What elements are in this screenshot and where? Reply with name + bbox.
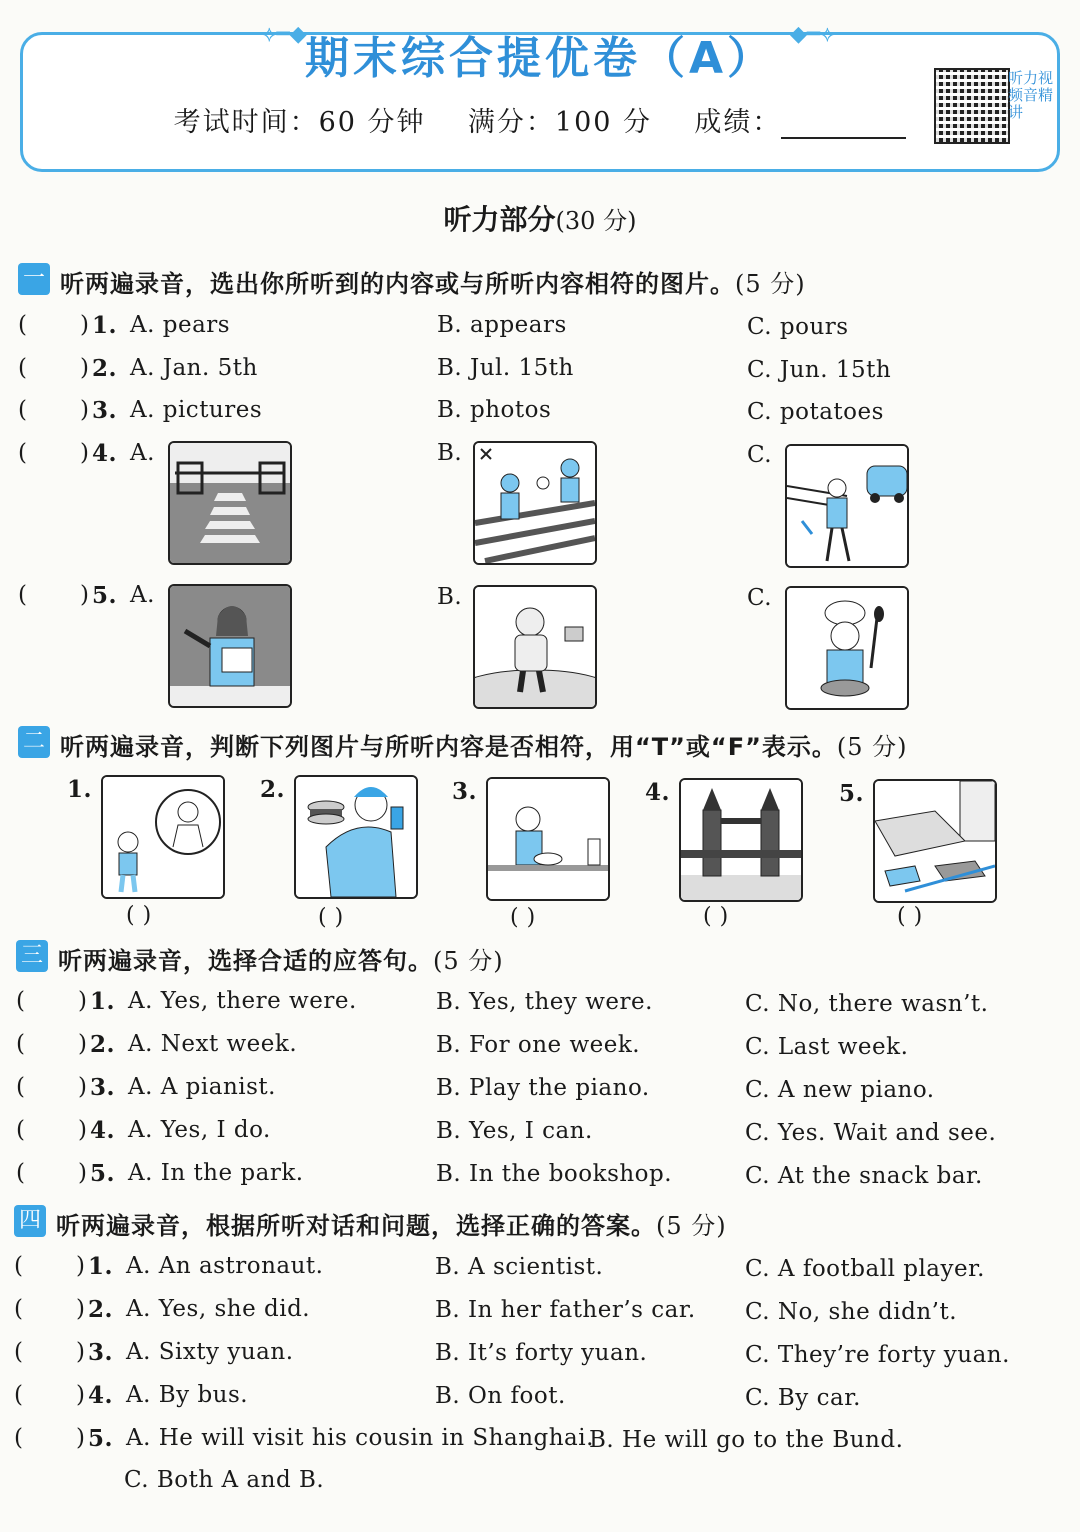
option-a: A. In the park. xyxy=(128,1160,304,1186)
question-instruction-4: 听两遍录音，根据所听对话和问题，选择正确的答案。(5 分) xyxy=(56,1212,727,1240)
kids-playing-football-picture[interactable] xyxy=(473,441,597,565)
option-a: A. xyxy=(130,440,155,466)
item-number: 4. xyxy=(92,440,118,467)
answer-paren[interactable]: ( xyxy=(16,1074,26,1100)
score-label: 成绩： xyxy=(694,107,782,138)
option-a: A. By bus. xyxy=(126,1382,249,1408)
option-c: C. Last week. xyxy=(745,1034,909,1060)
question-instruction-2: 听两遍录音，判断下列图片与所听内容是否相符，用“T”或“F”表示。(5 分) xyxy=(60,733,908,761)
option-b: B. A scientist. xyxy=(435,1254,604,1280)
answer-paren[interactable]: ( xyxy=(18,440,28,466)
answer-paren[interactable]: ( xyxy=(14,1253,24,1279)
item-number: 2. xyxy=(92,355,118,382)
girl-washing-dishes-picture[interactable] xyxy=(486,777,610,901)
full-score: 满分：100 分 xyxy=(467,107,653,138)
answer-paren[interactable]: ( xyxy=(18,582,28,608)
option-c: C. They’re forty yuan. xyxy=(745,1342,1010,1368)
option-c: C. xyxy=(747,442,773,468)
option-a: A. Next week. xyxy=(128,1031,298,1057)
option-c: C. A football player. xyxy=(745,1256,985,1282)
option-a: A. xyxy=(130,582,155,608)
item-number: 2. xyxy=(260,776,286,803)
question-badge-4: 四 xyxy=(14,1205,46,1237)
option-a: A. pears xyxy=(130,312,231,338)
option-c: C. A new piano. xyxy=(745,1077,935,1103)
answer-paren[interactable]: ( xyxy=(14,1382,24,1408)
answer-paren[interactable]: ( xyxy=(14,1339,24,1365)
sick-boy-doctor-picture[interactable] xyxy=(101,775,225,899)
cook-picture[interactable] xyxy=(785,586,909,710)
teacher-picture[interactable] xyxy=(168,584,292,708)
exam-info xyxy=(0,100,1080,139)
boy-crossing-road-picture[interactable] xyxy=(785,444,909,568)
qr-caption: 听力视频音精讲 xyxy=(1008,69,1054,121)
section-title: 听力部分(30 分) xyxy=(443,203,637,236)
decoration-left-icon: ⟡━◆ xyxy=(262,22,307,47)
question-instruction-1: 听两遍录音，选出你所听到的内容或与所听内容相符的图片。(5 分) xyxy=(60,270,806,298)
option-a: A. Yes, she did. xyxy=(126,1296,311,1322)
option-c: C. potatoes xyxy=(747,399,884,425)
answer-paren[interactable]: ( xyxy=(16,988,26,1014)
answer-paren[interactable]: ( xyxy=(18,355,28,381)
option-b: B. Jul. 15th xyxy=(437,355,574,381)
option-a: A. Yes, there were. xyxy=(128,988,357,1014)
option-c: C. pours xyxy=(747,314,849,340)
answer-paren[interactable]: ( xyxy=(18,397,28,423)
option-a: A. He will visit his cousin in Shanghai. xyxy=(126,1425,594,1451)
question-badge-3: 三 xyxy=(16,940,48,972)
option-b: B. He will go to the Bund. xyxy=(589,1427,904,1453)
answer-paren[interactable]: ( ) xyxy=(318,905,344,930)
option-b: B. appears xyxy=(437,312,567,338)
option-c: C. No, there wasn’t. xyxy=(745,991,989,1017)
answer-paren[interactable]: ( xyxy=(14,1425,24,1451)
option-c: C. At the snack bar. xyxy=(745,1163,983,1189)
option-b: B. For one week. xyxy=(436,1032,641,1058)
question-badge-2: 二 xyxy=(18,726,50,758)
page-title: 期末综合提优卷（A） xyxy=(304,33,776,84)
option-c: C. xyxy=(747,585,773,611)
messy-room-picture[interactable] xyxy=(873,779,997,903)
tower-bridge-picture[interactable] xyxy=(679,778,803,902)
qr-code-icon[interactable] xyxy=(934,68,1010,144)
item-number: 5. xyxy=(92,582,118,609)
option-c: C. Both A and B. xyxy=(124,1467,325,1493)
answer-paren[interactable]: ( xyxy=(16,1031,26,1057)
question-badge-1: 一 xyxy=(18,263,50,295)
answer-paren[interactable]: ( ) xyxy=(703,904,729,929)
exam-time: 考试时间：60 分钟 xyxy=(173,107,426,138)
option-b: B. In her father’s car. xyxy=(435,1297,696,1323)
score-blank[interactable] xyxy=(781,111,906,139)
option-b: B. Yes, I can. xyxy=(436,1118,593,1144)
crosswalk-picture[interactable] xyxy=(168,441,292,565)
decoration-right-icon: ◆━⟡ xyxy=(790,22,835,47)
answer-paren[interactable]: ( xyxy=(16,1160,26,1186)
option-b: B. xyxy=(437,440,463,466)
option-b: B. Play the piano. xyxy=(436,1075,650,1101)
option-a: A. An astronaut. xyxy=(126,1253,324,1279)
option-c: C. Yes. Wait and see. xyxy=(745,1120,997,1146)
option-b: B. It’s forty yuan. xyxy=(435,1340,648,1366)
astronaut-on-moon-picture[interactable] xyxy=(473,585,597,709)
answer-paren[interactable]: ( ) xyxy=(897,904,923,929)
option-a: A. pictures xyxy=(130,397,263,423)
item-number: 5. xyxy=(839,780,865,807)
answer-paren[interactable]: ( ) xyxy=(126,903,152,928)
option-a: A. A pianist. xyxy=(128,1074,276,1100)
item-number: 3. xyxy=(452,778,478,805)
answer-paren[interactable]: ( xyxy=(14,1296,24,1322)
answer-paren[interactable]: ( ) xyxy=(510,905,536,930)
option-b: B. xyxy=(437,584,463,610)
answer-paren[interactable]: ( xyxy=(18,312,28,338)
option-a: A. Jan. 5th xyxy=(130,355,258,381)
option-b: B. photos xyxy=(437,397,552,423)
item-number: 1. xyxy=(67,776,93,803)
option-b: B. On foot. xyxy=(435,1383,566,1409)
option-b: B. In the bookshop. xyxy=(436,1161,673,1187)
option-c: C. Jun. 15th xyxy=(747,357,892,383)
question-instruction-3: 听两遍录音，选择合适的应答句。(5 分) xyxy=(58,947,504,975)
option-b: B. Yes, they were. xyxy=(436,989,653,1015)
option-c: C. By car. xyxy=(745,1385,861,1411)
item-number: 1. xyxy=(92,312,118,339)
option-c: C. No, she didn’t. xyxy=(745,1299,958,1325)
item-number: 4. xyxy=(645,779,671,806)
option-a: A. Sixty yuan. xyxy=(126,1339,294,1365)
answer-paren[interactable]: ( xyxy=(16,1117,26,1143)
boy-eating-burger-picture[interactable] xyxy=(294,775,418,899)
option-a: A. Yes, I do. xyxy=(128,1117,271,1143)
item-number: 3. xyxy=(92,397,118,424)
